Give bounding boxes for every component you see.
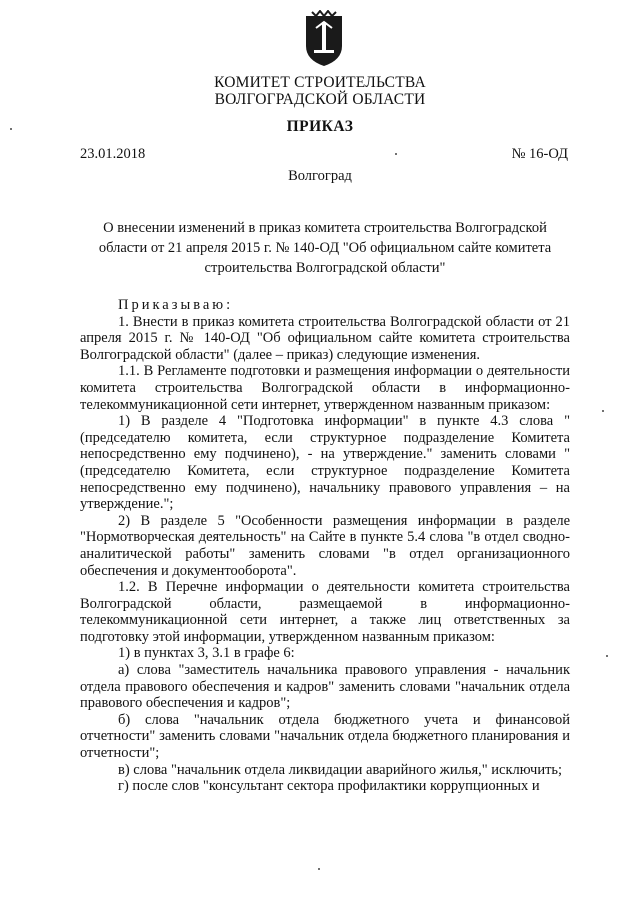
paragraph-1-2: 1.2. В Перечне информации о деятельности комитета строительства Волгоградской области, размещаемой в информационно-телекоммуникационной сети интернет, а также лиц ответственных за подготовку этой информации, утвержденном названным приказом: bbox=[80, 579, 570, 645]
paragraph-1-1-2: 2) В разделе 5 "Особенности размещения информации в разделе "Нормотворческая деятельность" на Сайте в пункте 5.4 слова "в отдел сводно-аналитической работы" заменить словами "в отдел организационного обеспечения и документооборота". bbox=[80, 512, 570, 579]
scan-speck bbox=[10, 128, 12, 130]
organization-title bbox=[0, 74, 640, 108]
paragraph-1: 1. Внести в приказ комитета строительства Волгоградской области от 21 апреля 2015 г. № 140-ОД "Об официальном сайте комитета строительства Волгоградской области" (далее – приказ) следующие изменения. bbox=[80, 313, 570, 363]
scan-speck bbox=[395, 153, 397, 155]
paragraph-1-2-1-v: в) слова "начальник отдела ликвидации аварийного жилья," исключить; bbox=[118, 761, 563, 778]
paragraph-1-2-1-a: а) слова "заместитель начальника правового управления - начальник отдела правового обеспечения и кадров" заменить словами "начальник отдела правового обеспечения и кадров"; bbox=[80, 662, 570, 712]
decree-word: Приказываю: bbox=[118, 297, 234, 313]
paragraph-1-1-1: 1) В разделе 4 "Подготовка информации" в пункте 4.3 слова "(председателю комитета, если структурное подразделение Комитета непосредственно ему подчинено), - на утверждение." заменить словами "(председателю Комитета, если структурное подразделение Комитета непосредственно ему подчинено), начальнику правового управления – на утверждение."; bbox=[80, 413, 570, 513]
volgograd-coat-of-arms-icon bbox=[302, 10, 346, 68]
paragraph-1-1: 1.1. В Регламенте подготовки и размещения информации о деятельности комитета строительства Волгоградской области в информационно-телекоммуникационной сети интернет, утвержденном названным приказом: bbox=[80, 363, 570, 413]
document-body bbox=[80, 297, 570, 795]
scan-speck bbox=[318, 868, 320, 870]
paragraph-1-2-1: 1) в пунктах 3, 3.1 в графе 6: bbox=[118, 645, 295, 662]
document-date: 23.01.2018 bbox=[80, 146, 146, 162]
scan-speck bbox=[606, 655, 608, 657]
document-number: № 16-ОД bbox=[511, 146, 568, 162]
scan-speck bbox=[602, 410, 604, 412]
paragraph-1-2-1-b: б) слова "начальник отдела бюджетного учета и финансовой отчетности" заменить словами "начальник отдела бюджетного планирования и отчетности"; bbox=[80, 711, 570, 762]
document-city: Волгоград bbox=[288, 168, 352, 184]
org-line-2: ВОЛГОГРАДСКОЙ ОБЛАСТИ bbox=[214, 91, 426, 108]
paragraph-1-2-1-g: г) после слов "консультант сектора профилактики коррупционных и bbox=[118, 778, 540, 795]
document-type: ПРИКАЗ bbox=[286, 118, 354, 135]
org-line-1: КОМИТЕТ СТРОИТЕЛЬСТВА bbox=[214, 74, 426, 91]
document-subject: О внесении изменений в приказ комитета строительства Волгоградской области от 21 апреля 2015 г. № 140-ОД "Об официальном сайте комитета строительства Волгоградской области" bbox=[98, 220, 552, 276]
